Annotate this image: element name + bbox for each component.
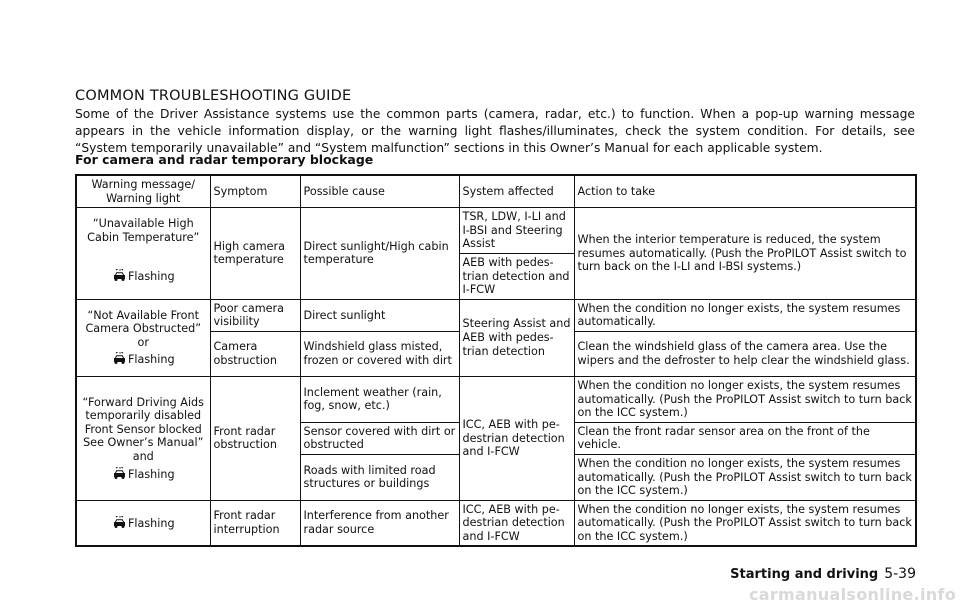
flashing-label: Flashing bbox=[127, 353, 175, 367]
page-footer bbox=[730, 566, 916, 582]
action-cell: When the condition no longer exists, the system resumes automatically. bbox=[574, 299, 916, 331]
table-subtitle: For camera and radar temporary blockage bbox=[75, 152, 374, 167]
cause-cell: Inclement weather (rain, fog, snow, etc.) bbox=[300, 376, 459, 422]
action-cell: When the condition no longer exists, the system resumes automatically. (Push the ProPILOT Assist switch to turn back on the ICC system.) bbox=[574, 376, 916, 422]
system-cell: Steering Assist and AEB with pedes- trian detection bbox=[459, 299, 574, 376]
cause-cell: Roads with limited road structures or buildings bbox=[300, 454, 459, 500]
warning-light bbox=[80, 467, 207, 482]
and-label: and bbox=[132, 449, 154, 463]
table-row bbox=[76, 376, 916, 422]
warning-message-cell bbox=[76, 299, 210, 376]
car-warning-icon bbox=[112, 269, 127, 282]
header-cause: Possible cause bbox=[300, 175, 459, 208]
table-row bbox=[76, 500, 916, 546]
warning-message: “Unavailable High Cabin Temperature” bbox=[87, 217, 200, 244]
symptom-cell: Front radar obstruction bbox=[210, 376, 300, 500]
symptom-cell: Poor camera visibility bbox=[210, 299, 300, 331]
symptom-cell: Camera obstruction bbox=[210, 331, 300, 376]
warning-message-cell bbox=[76, 208, 210, 254]
warning-message: “Forward Driving Aids temporarily disabled Front Sensor blocked See Owner’s Manual” bbox=[82, 395, 204, 450]
troubleshooting-table bbox=[75, 174, 917, 547]
warning-light-cell bbox=[76, 500, 210, 546]
header-warning: Warning message/ Warning light bbox=[76, 175, 210, 208]
flashing-label: Flashing bbox=[127, 269, 175, 283]
cause-cell: Direct sunlight bbox=[300, 299, 459, 331]
warning-message: “Not Available Front Camera Obstructed” bbox=[85, 308, 202, 336]
header-action: Action to take bbox=[574, 175, 916, 208]
warning-message-cell bbox=[76, 376, 210, 500]
action-cell: Clean the windshield glass of the camera area. Use the wipers and the defroster to help clear the windshield glass. bbox=[574, 331, 916, 376]
car-warning-icon bbox=[112, 516, 127, 529]
flashing-label: Flashing bbox=[127, 467, 175, 481]
system-cell: ICC, AEB with pe- destrian detection and I-FCW bbox=[459, 376, 574, 500]
table-header-row bbox=[76, 175, 916, 208]
intro-paragraph: Some of the Driver Assistance systems use the common parts (camera, radar, etc.) to function. When a pop-up warning message appears in the vehicle information display, or the warning light flashes/illuminates, check the system condition. For details, see “System temporarily unavailable” and “System malfunction” sections in this Owner’s Manual for each applicable system. bbox=[75, 107, 915, 155]
action-cell: When the condition no longer exists, the system resumes automatically. (Push the ProPILOT Assist switch to turn back on the ICC system.) bbox=[574, 454, 916, 500]
cause-cell: Direct sunlight/High cabin temperature bbox=[300, 208, 459, 300]
watermark: carmanualsonline.info bbox=[748, 585, 956, 604]
or-label: or bbox=[137, 335, 149, 349]
table-row bbox=[76, 299, 916, 331]
cause-cell: Windshield glass misted, frozen or covered with dirt bbox=[300, 331, 459, 376]
action-cell: Clean the front radar sensor area on the front of the vehicle. bbox=[574, 422, 916, 454]
system-cell: TSR, LDW, I-LI and I-BSI and Steering Assist bbox=[459, 208, 574, 254]
car-warning-icon bbox=[112, 467, 127, 480]
footer-section: Starting and driving bbox=[730, 567, 879, 582]
cause-cell: Interference from another radar source bbox=[300, 500, 459, 546]
system-cell: AEB with pedes- trian detection and I-FCW bbox=[459, 253, 574, 299]
action-cell: When the condition no longer exists, the system resumes automatically. (Push the ProPILOT Assist switch to turn back on the ICC system.) bbox=[574, 500, 916, 546]
warning-light-cell bbox=[76, 253, 210, 299]
header-symptom: Symptom bbox=[210, 175, 300, 208]
system-cell: ICC, AEB with pe- destrian detection and I-FCW bbox=[459, 500, 574, 546]
symptom-cell: Front radar interruption bbox=[210, 500, 300, 546]
car-warning-icon bbox=[112, 352, 127, 365]
warning-light bbox=[80, 352, 207, 367]
header-system: System affected bbox=[459, 175, 574, 208]
table-row bbox=[76, 208, 916, 254]
section-title: COMMON TROUBLESHOOTING GUIDE bbox=[75, 88, 352, 104]
cause-cell: Sensor covered with dirt or obstructed bbox=[300, 422, 459, 454]
action-cell: When the interior temperature is reduced, the system resumes automatically. (Push the ProPILOT Assist switch to turn back on the I-LI and I-BSI systems.) bbox=[574, 208, 916, 300]
page-number: 5-39 bbox=[884, 566, 916, 582]
symptom-cell: High camera temperature bbox=[210, 208, 300, 300]
flashing-label: Flashing bbox=[127, 516, 175, 530]
